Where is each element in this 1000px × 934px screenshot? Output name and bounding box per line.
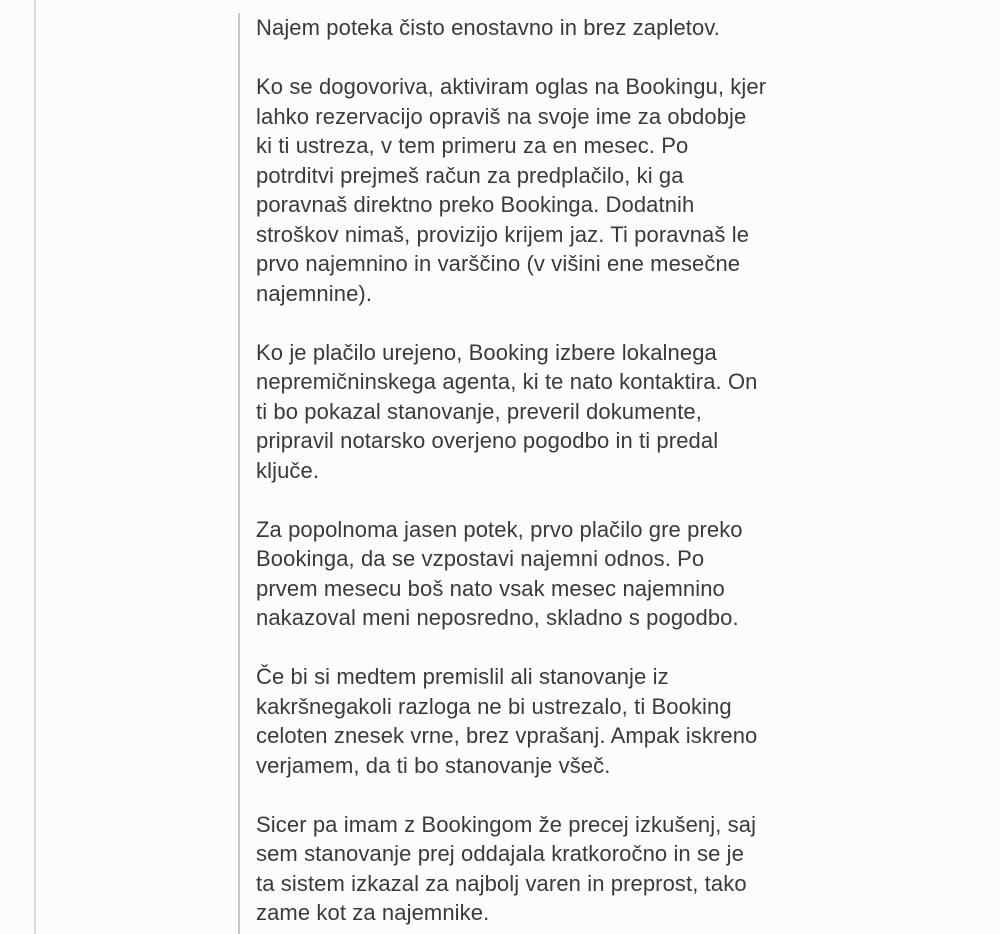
message-line: sem stanovanje prej oddajala kratkoročno in se je bbox=[256, 841, 744, 866]
message-line: Najem poteka čisto enostavno in brez zapletov. bbox=[256, 15, 720, 40]
message-line: ključe. bbox=[256, 457, 320, 483]
paragraph-booking-process bbox=[256, 72, 976, 308]
message-line: Če bi si medtem premislil ali stanovanje iz bbox=[256, 664, 669, 689]
message-line: zame kot za najemnike. bbox=[256, 900, 490, 925]
message-line: Bookinga, da se vzpostavi najemni odnos. Po bbox=[256, 546, 705, 571]
message-line: ti bo pokazal stanovanje, preveril dokumente, bbox=[256, 398, 702, 424]
paragraph-experience bbox=[256, 810, 976, 928]
message-line: ta sistem izkazal za najbolj varen in preprost, tako bbox=[256, 870, 747, 896]
message-line: Ko je plačilo urejeno, Booking izbere lokalnega bbox=[256, 339, 717, 365]
message-line: lahko rezervacijo opraviš na svoje ime za obdobje bbox=[256, 103, 747, 129]
message-line: stroškov nimaš, provizijo krijem jaz. Ti poravnaš le bbox=[256, 221, 750, 247]
message-line: najemnine). bbox=[256, 280, 373, 306]
message-line: prvem mesecu boš nato vsak mesec najemnino bbox=[256, 575, 725, 601]
message-line: Sicer pa imam z Bookingom že precej izkušenj, saj bbox=[256, 811, 757, 837]
message-line: kakršnegakoli razloga ne bi ustrezalo, ti Booking bbox=[256, 693, 732, 719]
message-line: prvo najemnino in varščino (v višini ene mesečne bbox=[256, 251, 741, 276]
message-line: pripravil notarsko overjeno pogodbo in ti predal bbox=[256, 428, 719, 453]
message-line: potrditvi prejmeš račun za predplačilo, ki ga bbox=[256, 162, 684, 188]
message-line: verjamem, da ti bo stanovanje všeč. bbox=[256, 752, 611, 778]
message-line: Za popolnoma jasen potek, prvo plačilo gre preko bbox=[256, 516, 743, 542]
quoted-message-body bbox=[256, 13, 976, 928]
message-line: poravnaš direktno preko Bookinga. Dodatnih bbox=[256, 192, 695, 217]
message-line: celoten znesek vrne, brez vprašanj. Ampak iskreno bbox=[256, 723, 758, 748]
paragraph-payment-flow bbox=[256, 515, 976, 633]
paragraph-refund bbox=[256, 662, 976, 780]
quote-bar bbox=[238, 13, 240, 934]
message-line: Ko se dogovoriva, aktiviram oglas na Bookingu, kjer bbox=[256, 74, 767, 99]
page-left-rule bbox=[34, 0, 36, 934]
message-line: nakazoval meni neposredno, skladno s pogodbo. bbox=[256, 605, 739, 630]
message-line: ki ti ustreza, v tem primeru za en mesec. Po bbox=[256, 133, 689, 158]
paragraph-intro bbox=[256, 13, 976, 43]
paragraph-agent bbox=[256, 338, 976, 486]
message-line: nepremičninskega agenta, ki te nato kontaktira. On bbox=[256, 369, 758, 394]
